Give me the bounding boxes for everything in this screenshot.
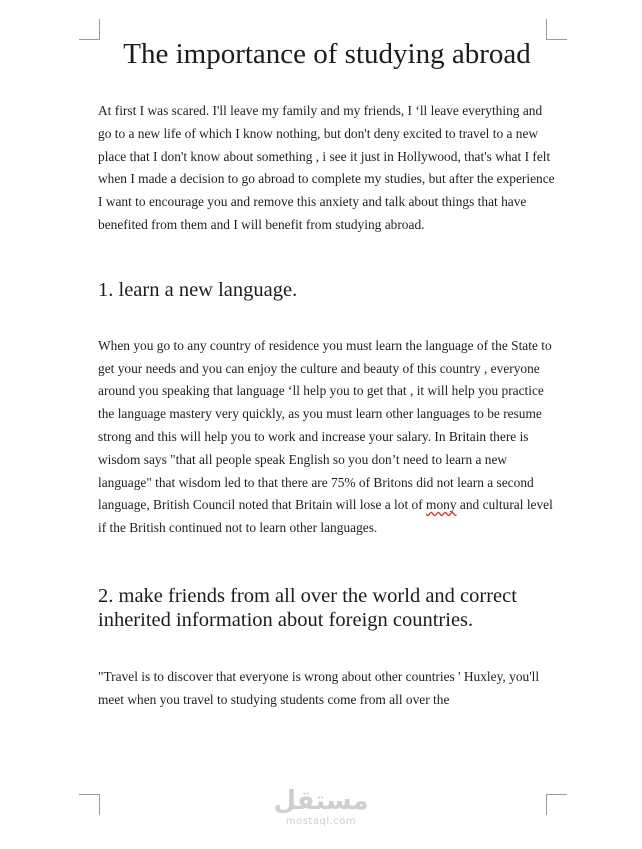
section-1-text-before: When you go to any country of residence you must learn the language of the State to get your needs and you can enjoy the culture and beauty of this country , everyone around you speaking that language ‘ll help you to get that , it will help you practice the language mastery very quickly, as you must learn other languages to be resume strong and this will help you to work and increase your salary. In Britain there is wisdom says "that all people speak English so you don’t need to learn a new language" that wisdom led to that there are 75% of Britons did not learn a second language, British Council noted that Britain will lose a lot of xyxy=(98,337,552,513)
section-2-heading: 2. make friends from all over the world and correct inherited information about foreign countries. xyxy=(98,584,517,631)
section-1-paragraph xyxy=(98,335,556,540)
misspelled-word[interactable]: mony xyxy=(426,497,457,513)
mostaql-watermark-logo xyxy=(272,786,370,836)
crop-mark-bottom-right xyxy=(546,794,567,815)
crop-mark-top-left xyxy=(79,19,100,40)
section-2-paragraph: "Travel is to discover that everyone is wrong about other countries ' Huxley, you'll meet when you travel to studying students come from all over the xyxy=(98,668,540,707)
crop-mark-bottom-left xyxy=(79,794,100,815)
watermark-latin-text: mostaql.com xyxy=(285,816,357,827)
crop-mark-top-right xyxy=(546,19,567,40)
section-1-text-after: and cultural level if the British continued not to learn other languages. xyxy=(98,497,553,536)
intro-paragraph: At first I was scared. I'll leave my family and my friends, I ‘ll leave everything and go to a new life of which I know nothing, but don't deny excited to travel to a new place that I don't know about something , i see it just in Hollywood, that's what I felt when I made a decision to go abroad to complete my studies, but after the experience I want to encourage you and remove this anxiety and talk about things that have benefited from them and I will benefit from studying abroad. xyxy=(98,103,555,232)
document-body[interactable] xyxy=(98,38,556,712)
section-1-heading: 1. learn a new language. xyxy=(98,278,298,301)
document-title: The importance of studying abroad xyxy=(123,38,531,70)
watermark-arabic-text: مستقل xyxy=(273,786,369,816)
